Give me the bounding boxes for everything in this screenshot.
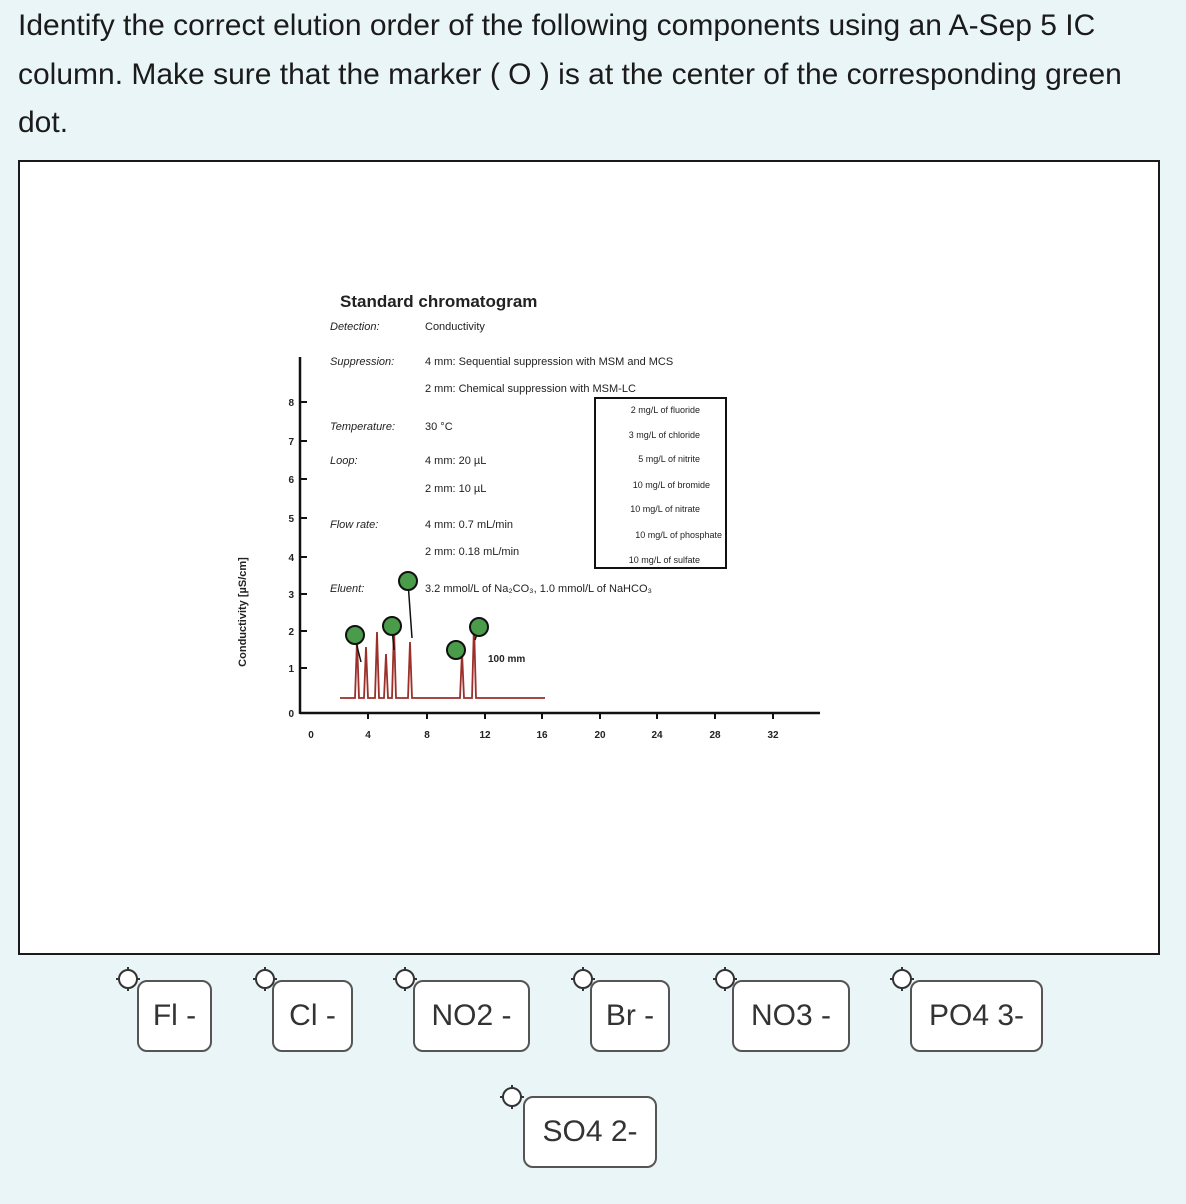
green-dot-4 bbox=[447, 641, 465, 659]
green-dot-5 bbox=[470, 618, 488, 636]
detection-value: Conductivity bbox=[425, 321, 485, 333]
y-tick-4: 4 bbox=[288, 553, 294, 564]
x-tick-20: 20 bbox=[594, 730, 606, 741]
x-tick-28: 28 bbox=[709, 730, 721, 741]
x-tick-4: 4 bbox=[365, 730, 371, 741]
x-tick-16: 16 bbox=[536, 730, 548, 741]
flow-label: Flow rate: bbox=[330, 519, 379, 531]
x-tick-32: 32 bbox=[767, 730, 779, 741]
conc-chloride: 3 mg/L of chloride bbox=[628, 430, 700, 440]
loop-4mm: 4 mm: 20 µL bbox=[425, 455, 487, 467]
y-tick-2: 2 bbox=[288, 627, 294, 638]
answer-chip-chloride[interactable]: Cl - bbox=[272, 980, 353, 1052]
y-tick-3: 3 bbox=[288, 590, 294, 601]
conc-sulfate: 10 mg/L of sulfate bbox=[628, 555, 700, 565]
flow-4mm: 4 mm: 0.7 mL/min bbox=[425, 519, 514, 531]
x-tick-0: 0 bbox=[308, 730, 314, 741]
suppression-4mm: 4 mm: Sequential suppression with MSM and MCS bbox=[425, 356, 674, 368]
chromatogram-figure bbox=[18, 160, 1160, 955]
answer-chip-nitrate[interactable]: NO3 - bbox=[732, 980, 850, 1052]
y-tick-0: 0 bbox=[288, 709, 294, 720]
x-tick-24: 24 bbox=[651, 730, 663, 741]
answer-chip-bromide[interactable]: Br - bbox=[590, 980, 670, 1052]
conc-fluoride: 2 mg/L of fluoride bbox=[630, 405, 700, 415]
scale-label: 100 mm bbox=[488, 654, 526, 665]
conc-phosphate: 10 mg/L of phosphate bbox=[635, 530, 722, 540]
conc-bromide: 10 mg/L of bromide bbox=[632, 480, 710, 490]
loop-2mm: 2 mm: 10 µL bbox=[425, 483, 487, 495]
temperature-label: Temperature: bbox=[330, 421, 396, 433]
conc-nitrite: 5 mg/L of nitrite bbox=[638, 454, 700, 464]
answer-chip-phosphate[interactable]: PO4 3- bbox=[910, 980, 1043, 1052]
y-tick-6: 6 bbox=[288, 475, 294, 486]
suppression-2mm: 2 mm: Chemical suppression with MSM-LC bbox=[425, 383, 636, 395]
eluent-value: 3.2 mmol/L of Na₂CO₃, 1.0 mmol/L of NaHCO₃ bbox=[425, 583, 652, 595]
answer-chip-nitrite[interactable]: NO2 - bbox=[413, 980, 530, 1052]
y-axis-label: Conductivity [µS/cm] bbox=[237, 557, 249, 667]
question-text: Identify the correct elution order of the following components using an A-Sep 5 IC column. Make sure that the marker ( O ) is at the center of the corresponding green dot. bbox=[18, 9, 1122, 139]
suppression-label: Suppression: bbox=[330, 356, 395, 368]
chromatogram-svg bbox=[20, 162, 1162, 957]
eluent-label: Eluent: bbox=[330, 583, 365, 595]
y-tick-1: 1 bbox=[288, 664, 294, 675]
y-tick-8: 8 bbox=[288, 398, 294, 409]
green-dot-1 bbox=[346, 626, 364, 644]
drag-marker-7[interactable] bbox=[500, 1085, 524, 1109]
y-tick-7: 7 bbox=[288, 437, 294, 448]
chart-title: Standard chromatogram bbox=[340, 292, 538, 311]
green-dot-2 bbox=[383, 617, 401, 635]
green-dot-3 bbox=[399, 572, 417, 590]
flow-2mm: 2 mm: 0.18 mL/min bbox=[425, 546, 520, 558]
x-tick-8: 8 bbox=[424, 730, 430, 741]
x-tick-12: 12 bbox=[479, 730, 491, 741]
answer-chip-sulfate[interactable]: SO4 2- bbox=[523, 1096, 657, 1168]
detection-label: Detection: bbox=[330, 321, 380, 333]
loop-label: Loop: bbox=[330, 455, 358, 467]
temperature-value: 30 °C bbox=[425, 421, 453, 433]
y-tick-5: 5 bbox=[288, 514, 294, 525]
answer-chip-fluoride[interactable]: Fl - bbox=[137, 980, 212, 1052]
conc-nitrate: 10 mg/L of nitrate bbox=[630, 504, 700, 514]
